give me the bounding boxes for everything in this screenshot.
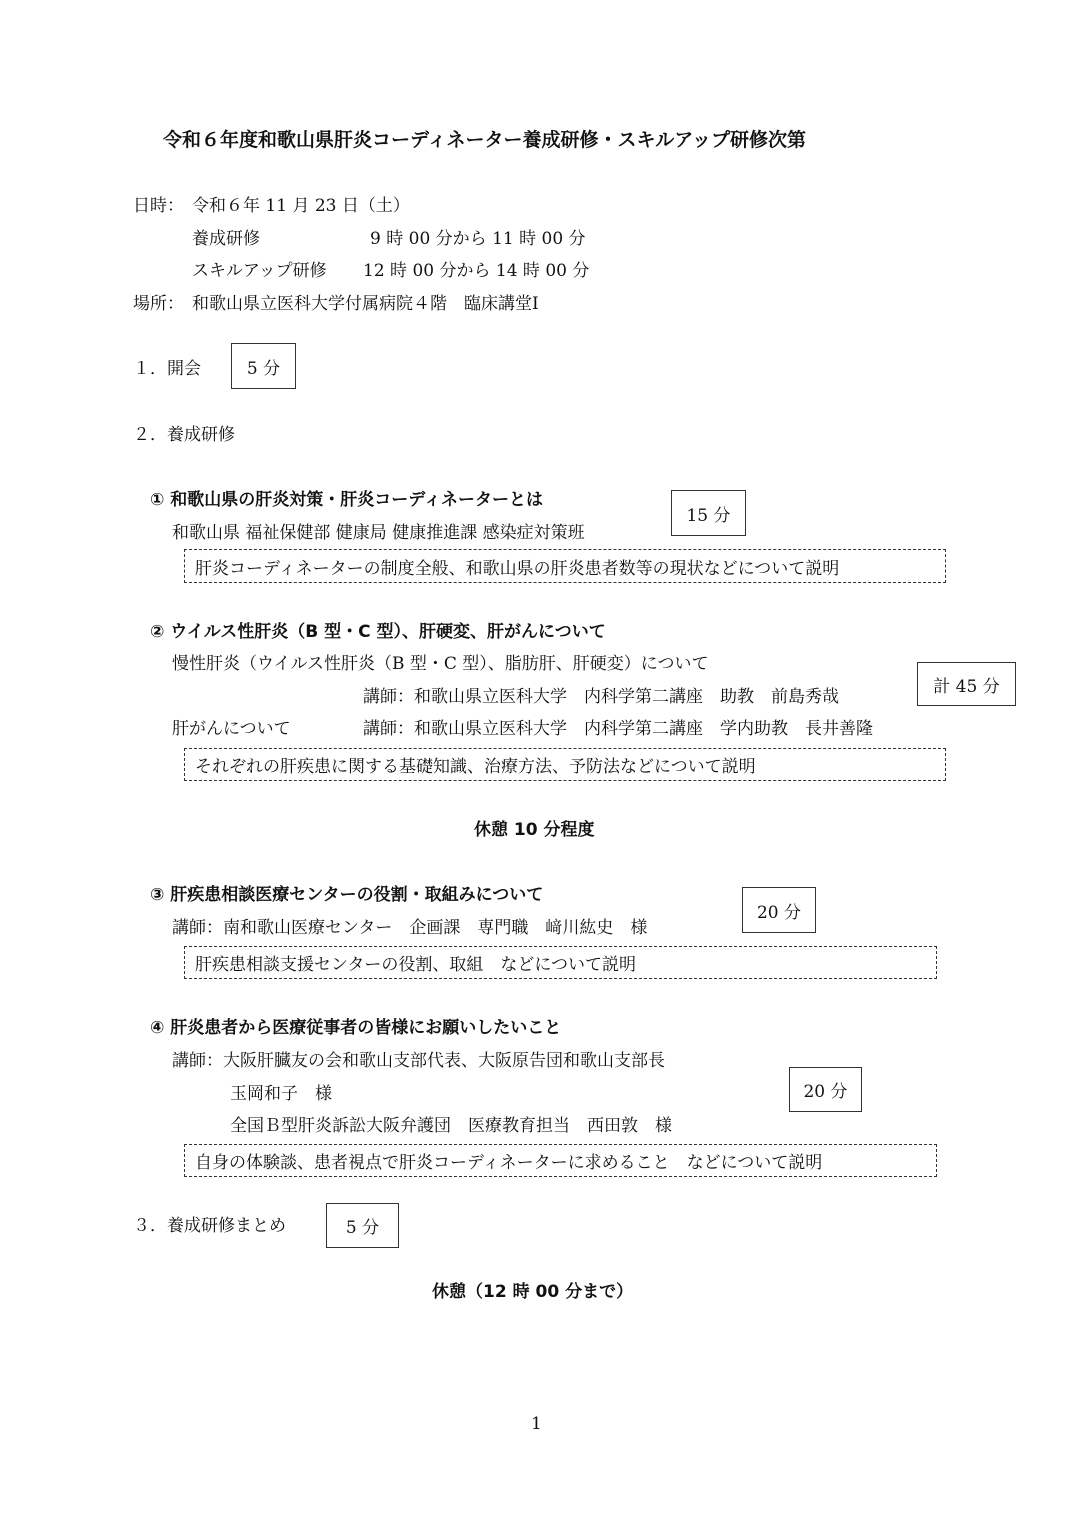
section-2-label: ２．養成研修 bbox=[133, 425, 235, 445]
item-1-title: ① 和歌山県の肝炎対策・肝炎コーディネーターとは bbox=[150, 490, 543, 510]
item-4-duration-box: 20 分 bbox=[789, 1067, 862, 1112]
item-2-duration-box: 計 45 分 bbox=[917, 662, 1016, 706]
item-4-speaker1: 講師：大阪肝臓友の会和歌山支部代表、大阪原告団和歌山支部長 bbox=[172, 1051, 665, 1071]
place-value: 和歌山県立医科大学付属病院４階 臨床講堂Ⅰ bbox=[192, 294, 539, 314]
session2-time: 12 時 00 分から 14 時 00 分 bbox=[363, 261, 590, 281]
session1-name: 養成研修 bbox=[192, 229, 260, 249]
item-3-title: ③ 肝疾患相談医療センターの役割・取組みについて bbox=[150, 885, 544, 905]
page-number: 1 bbox=[531, 1414, 542, 1434]
section-3-label: ３．養成研修まとめ bbox=[133, 1216, 286, 1236]
session1-time: 9 時 00 分から 11 時 00 分 bbox=[370, 229, 586, 249]
item-1-description: 肝炎コーディネーターの制度全般、和歌山県の肝炎患者数等の現状などについて説明 bbox=[184, 549, 946, 583]
break-2: 休憩（12 時 00 分まで） bbox=[432, 1282, 634, 1302]
document-title: 令和６年度和歌山県肝炎コーディネーター養成研修・スキルアップ研修次第 bbox=[163, 129, 806, 151]
item-3-speaker: 講師：南和歌山医療センター 企画課 専門職 﨑川紘史 様 bbox=[172, 918, 648, 938]
item-1-duration-box: 15 分 bbox=[671, 490, 746, 536]
place-label: 場所： bbox=[133, 294, 184, 314]
session2-name: スキルアップ研修 bbox=[192, 261, 327, 281]
date-label: 日時： bbox=[133, 196, 184, 216]
item-2-sub2: 肝がんについて bbox=[172, 719, 291, 739]
section-3-duration-box: 5 分 bbox=[326, 1203, 399, 1248]
item-3-duration-box: 20 分 bbox=[742, 887, 816, 933]
item-1-speaker: 和歌山県 福祉保健部 健康局 健康推進課 感染症対策班 bbox=[172, 523, 585, 543]
item-2-lecturer2: 講師：和歌山県立医科大学 内科学第二講座 学内助教 長井善隆 bbox=[363, 719, 873, 739]
item-4-speaker1-name: 玉岡和子 様 bbox=[230, 1084, 332, 1104]
item-4-title: ④ 肝炎患者から医療従事者の皆様にお願いしたいこと bbox=[150, 1018, 562, 1038]
date-value: 令和６年 11 月 23 日（土） bbox=[192, 196, 410, 216]
break-1: 休憩 10 分程度 bbox=[474, 820, 595, 840]
item-2-description: それぞれの肝疾患に関する基礎知識、治療方法、予防法などについて説明 bbox=[184, 748, 946, 781]
item-2-title: ② ウイルス性肝炎（B 型・C 型）、肝硬変、肝がんについて bbox=[150, 622, 606, 642]
item-4-speaker2: 全国Ｂ型肝炎訴訟大阪弁護団 医療教育担当 西田敦 様 bbox=[230, 1116, 672, 1136]
item-4-description: 自身の体験談、患者視点で肝炎コーディネーターに求めること などについて説明 bbox=[184, 1144, 937, 1177]
section-1-label: １．開会 bbox=[133, 359, 201, 379]
item-3-description: 肝疾患相談支援センターの役割、取組 などについて説明 bbox=[184, 946, 937, 979]
item-2-lecturer1: 講師：和歌山県立医科大学 内科学第二講座 助教 前島秀哉 bbox=[363, 687, 839, 707]
section-1-duration-box: 5 分 bbox=[231, 343, 296, 389]
item-2-sub1: 慢性肝炎（ウイルス性肝炎（B 型・C 型）、脂肪肝、肝硬変）について bbox=[172, 654, 709, 674]
